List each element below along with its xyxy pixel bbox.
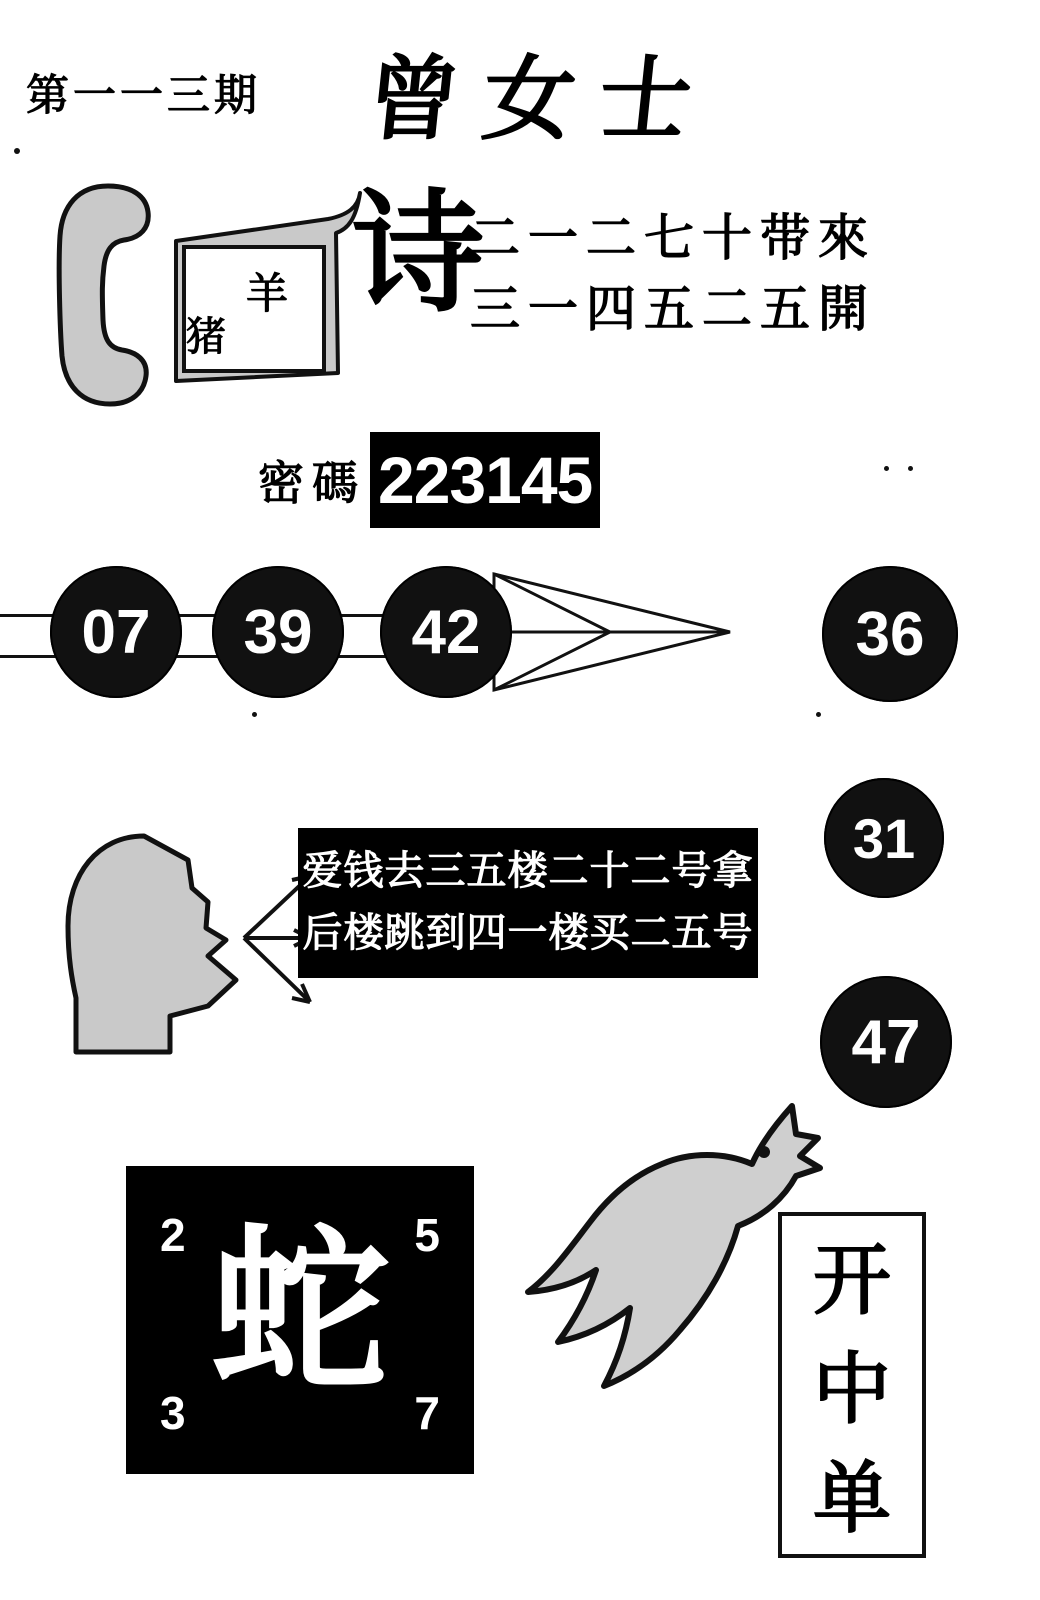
message-line-2: 后楼跳到四一楼买二五号 — [302, 909, 754, 956]
lottery-ball: 39 — [212, 566, 344, 698]
message-box — [298, 828, 758, 978]
snake-panel — [126, 1166, 474, 1474]
password-value: 223145 — [370, 432, 600, 528]
scan-speck — [14, 148, 20, 154]
scan-speck — [884, 466, 889, 471]
lottery-ball: 36 — [822, 566, 958, 702]
password-row — [258, 432, 600, 528]
poem-lines — [470, 202, 876, 344]
poem-title-character: 诗 — [352, 176, 484, 331]
poem-line-1: 二一二七十带來 — [470, 208, 876, 267]
stamp-text: 开中单 — [812, 1235, 891, 1545]
message-line-1: 爱钱去三五楼二十二号拿 — [302, 847, 754, 894]
zodiac-pig-label: 猪 — [186, 313, 226, 360]
snake-zodiac-character: 蛇 — [211, 1206, 389, 1415]
lottery-ball: 47 — [820, 976, 952, 1108]
zodiac-goat-label: 羊 — [246, 269, 289, 318]
poem-line-2: 三一四五二五開 — [470, 279, 876, 338]
arrow-right-icon — [490, 562, 740, 702]
zodiac-box — [168, 185, 368, 390]
scan-speck — [908, 466, 913, 471]
lottery-ball: 07 — [50, 566, 182, 698]
lottery-ball: 31 — [824, 778, 944, 898]
scan-speck — [252, 712, 257, 717]
phone-handset-icon — [48, 180, 178, 410]
snake-corner-number: 2 — [160, 1209, 186, 1261]
stamp-box — [778, 1212, 926, 1558]
snake-corner-number: 7 — [414, 1387, 440, 1439]
snake-corner-number: 3 — [160, 1387, 186, 1439]
lottery-ball: 42 — [380, 566, 512, 698]
issue-label: 第一一三期 — [26, 71, 261, 121]
scan-speck — [816, 712, 821, 717]
page-title: 曾女士 — [361, 45, 721, 153]
password-label: 密碼 — [258, 456, 366, 510]
speaking-head-icon — [58, 830, 268, 1065]
snake-corner-number: 5 — [414, 1209, 440, 1261]
